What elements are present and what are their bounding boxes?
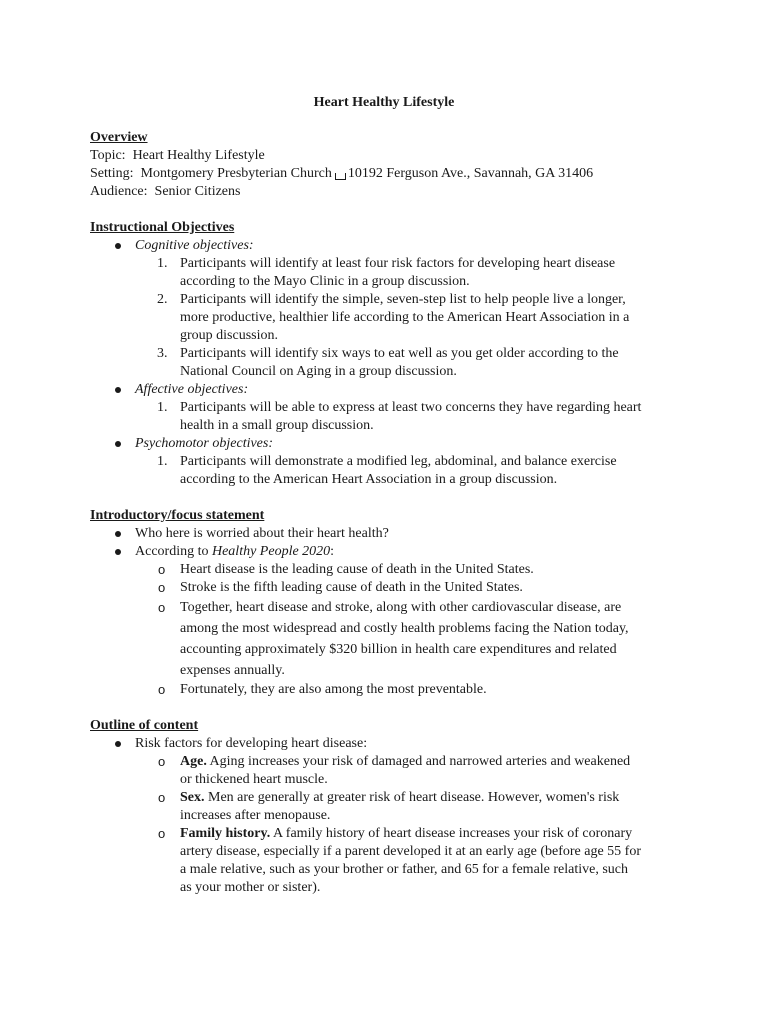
sub-bullet-icon: o: [158, 580, 166, 595]
fact-item: [90, 561, 690, 579]
outline-list: [90, 735, 690, 897]
risk-factors-item: [90, 735, 690, 897]
setting-line: [90, 165, 690, 183]
affective-items: [135, 399, 690, 435]
setting-address: 10192 Ferguson Ave., Savannah, GA 31406: [347, 166, 594, 181]
risk-factor-item: [90, 825, 690, 897]
risk-factor-first-line: [180, 825, 690, 843]
intro-according-item: [90, 543, 690, 699]
objective-text-line: according to the American Heart Association in a group discussion.: [180, 472, 558, 487]
fact-text-line: Together, heart disease and stroke, along with other cardiovascular disease, are: [180, 600, 622, 615]
risk-factor-text-line: as your mother or sister).: [180, 880, 321, 895]
overview-heading: Overview: [90, 130, 148, 145]
objective-number: 2.: [157, 292, 168, 307]
risk-factor-term: Sex.: [180, 790, 205, 805]
risk-factor-text-line: a male relative, such as your brother or father, and 65 for a female relative, such: [180, 862, 629, 877]
intro-according: [135, 543, 690, 561]
risk-factor-text-line: or thickened heart muscle.: [180, 772, 328, 787]
intro-heading: Introductory/focus statement: [90, 508, 265, 523]
intro-list: [90, 525, 690, 699]
fact-text-line: Stroke is the fifth leading cause of death in the United States.: [180, 580, 523, 595]
objectives-list: [90, 237, 690, 489]
fact-item: [90, 579, 690, 597]
risk-factor-text: A family history of heart disease increases your risk of coronary: [270, 826, 633, 841]
objective-text-line: Participants will identify at least four risk factors for developing heart disease: [180, 256, 616, 271]
setting-prefix: Setting: Montgomery Presbyterian Church: [90, 166, 332, 181]
risk-factors-label: Risk factors for developing heart disease:: [135, 736, 368, 751]
audience-line: Audience: Senior Citizens: [90, 184, 241, 199]
objective-item: [90, 291, 690, 345]
sub-bullet-icon: o: [158, 826, 166, 841]
affective-label: Affective objectives:: [135, 382, 249, 397]
fact-text-line: Heart disease is the leading cause of death in the United States.: [180, 562, 534, 577]
intro-question-item: [90, 525, 690, 543]
objective-text-line: Participants will demonstrate a modified leg, abdominal, and balance exercise: [180, 454, 617, 469]
sub-bullet-icon: o: [158, 682, 166, 697]
cognitive-objectives: [90, 237, 690, 381]
risk-factor-text: Men are generally at greater risk of heart disease. However, women's risk: [204, 790, 620, 805]
intro-question: Who here is worried about their heart health?: [135, 526, 389, 541]
objective-text-line: group discussion.: [180, 328, 278, 343]
bullet-icon: [115, 549, 121, 555]
risk-factor-term: Age.: [180, 754, 207, 769]
according-suffix: :: [330, 544, 335, 559]
objective-text-line: Participants will be able to express at least two concerns they have regarding heart: [180, 400, 642, 415]
objective-item: [90, 345, 690, 381]
psychomotor-items: [135, 453, 690, 489]
objective-text-line: Participants will identify the simple, seven-step list to help people live a longer,: [180, 292, 626, 307]
bullet-icon: [115, 243, 121, 249]
objective-item: [90, 399, 690, 435]
objective-text-line: National Council on Aging in a group discussion.: [180, 364, 457, 379]
fact-text-line: among the most widespread and costly health problems facing the Nation today,: [180, 621, 629, 636]
risk-factor-first-line: [180, 753, 690, 771]
document-title: Heart Healthy Lifestyle: [313, 95, 455, 110]
bullet-icon: [115, 741, 121, 747]
topic-line: Topic: Heart Healthy Lifestyle: [90, 148, 265, 163]
fact-item: [90, 597, 690, 681]
bullet-icon: [115, 531, 121, 537]
objective-text-line: Participants will identify six ways to eat well as you get older according to the: [180, 346, 619, 361]
objective-number: 1.: [157, 256, 168, 271]
fact-text-line: accounting approximately $320 billion in health care expenditures and related: [180, 642, 617, 657]
sub-bullet-icon: o: [158, 754, 166, 769]
risk-factor-text: Aging increases your risk of damaged and narrowed arteries and weakened: [206, 754, 631, 769]
risk-factor-item: [90, 789, 690, 825]
risk-factor-text-line: artery disease, especially if a parent developed it at an early age (before age 55 for: [180, 844, 641, 859]
objective-text-line: according to the Mayo Clinic in a group discussion.: [180, 274, 470, 289]
sub-bullet-icon: o: [158, 790, 166, 805]
field-mark-icon: [335, 173, 346, 180]
psychomotor-label: Psychomotor objectives:: [135, 436, 274, 451]
fact-text-line: expenses annually.: [180, 663, 285, 678]
according-prefix: According to: [135, 544, 212, 559]
risk-factor-first-line: [180, 789, 690, 807]
risk-factor-item: [90, 753, 690, 789]
bullet-icon: [115, 387, 121, 393]
objective-number: 3.: [157, 346, 168, 361]
according-source: Healthy People 2020: [211, 544, 331, 559]
fact-item: [90, 681, 690, 699]
intro-facts: [135, 561, 690, 699]
sub-bullet-icon: o: [158, 562, 166, 577]
risk-factors-list: [135, 753, 690, 897]
document-body: [90, 129, 690, 897]
risk-factor-term: Family history.: [180, 826, 271, 841]
objective-item: [90, 453, 690, 489]
objective-text-line: more productive, healthier life according to the American Heart Association in a: [180, 310, 630, 325]
risk-factor-text-line: increases after menopause.: [180, 808, 331, 823]
cognitive-label: Cognitive objectives:: [135, 238, 254, 253]
fact-text-line: Fortunately, they are also among the most preventable.: [180, 682, 487, 697]
objective-number: 1.: [157, 454, 168, 469]
sub-bullet-icon: o: [158, 600, 166, 615]
outline-heading: Outline of content: [90, 718, 199, 733]
objective-number: 1.: [157, 400, 168, 415]
cognitive-items: [135, 255, 690, 381]
bullet-icon: [115, 441, 121, 447]
objective-text-line: health in a small group discussion.: [180, 418, 374, 433]
affective-objectives: [90, 381, 690, 435]
objectives-heading: Instructional Objectives: [90, 220, 235, 235]
psychomotor-objectives: [90, 435, 690, 489]
objective-item: [90, 255, 690, 291]
